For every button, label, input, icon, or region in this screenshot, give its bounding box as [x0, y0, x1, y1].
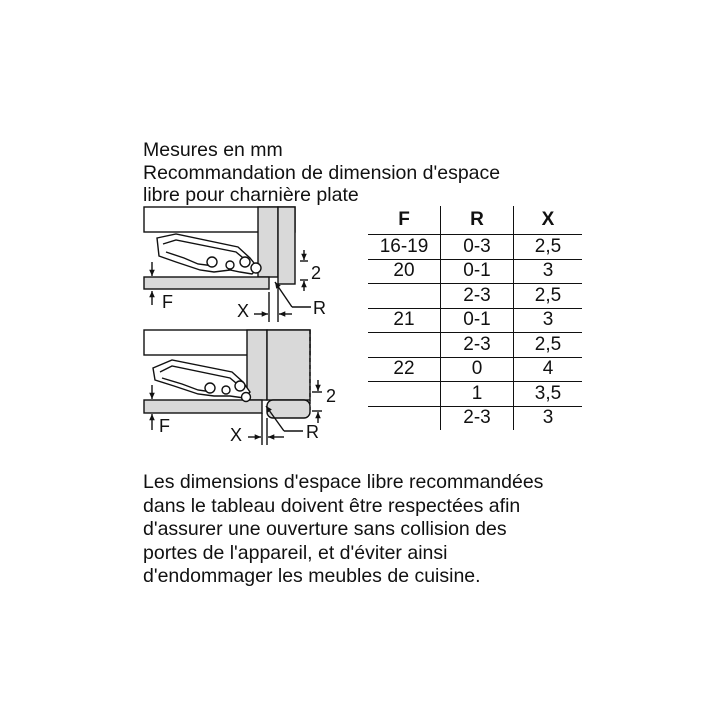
cell-x: 4	[514, 357, 583, 382]
column-header-f: F	[398, 209, 410, 230]
table-row	[368, 235, 582, 260]
cell-r: 0-3	[441, 235, 514, 260]
cell-x: 3	[514, 259, 583, 284]
cell-r: 2-3	[441, 284, 514, 309]
cell-f: 16-19	[368, 235, 441, 260]
table-row	[368, 308, 582, 333]
lower-hinge-icon	[153, 360, 251, 402]
lower-appliance-shelf	[144, 400, 262, 413]
lower-door-panel	[247, 330, 267, 400]
upper-f-label: F	[162, 292, 173, 312]
cell-f	[368, 333, 441, 358]
cell-r: 1	[441, 382, 514, 407]
cell-r: 0-1	[441, 308, 514, 333]
column-header-x: X	[514, 206, 583, 235]
cell-x: 2,5	[514, 333, 583, 358]
cell-f	[368, 382, 441, 407]
footer-line-1: Les dimensions d'espace libre recommandées	[143, 471, 544, 493]
units-note: Mesures en mm	[143, 139, 283, 161]
upper-hinge-icon	[157, 234, 261, 274]
cell-x: 3	[514, 406, 583, 430]
title-line-2: libre pour charnière plate	[143, 184, 359, 206]
table-row	[368, 357, 582, 382]
table-row	[368, 406, 582, 430]
cell-x: 3,5	[514, 382, 583, 407]
cell-f: 22	[368, 357, 441, 382]
lower-r-label: R	[306, 422, 319, 442]
lower-dim-2-label: 2	[326, 386, 337, 406]
table-row	[368, 259, 582, 284]
footer-line-4: portes de l'appareil, et d'éviter ainsi	[143, 541, 448, 564]
table-row	[368, 333, 582, 358]
upper-x-label: X	[237, 301, 250, 321]
column-header-r: R	[441, 206, 514, 235]
cell-f	[368, 284, 441, 309]
upper-appliance-shelf	[144, 277, 269, 289]
footer-line-3: d'assurer une ouverture sans collision des	[143, 518, 507, 540]
lower-f-label: F	[159, 416, 170, 436]
cell-r: 0-1	[441, 259, 514, 284]
title-line-1: Recommandation de dimension d'espace	[143, 161, 501, 184]
upper-r-label: R	[313, 298, 326, 318]
upper-door-front	[278, 207, 295, 284]
footer-line-5: d'endommager les meubles de cuisine.	[143, 565, 481, 587]
cell-r: 2-3	[441, 333, 514, 358]
clearance-table	[368, 206, 582, 430]
cell-r: 0	[441, 357, 514, 382]
cell-f: 21	[368, 308, 441, 333]
cell-x: 2,5	[514, 284, 583, 309]
cell-r: 2-3	[441, 406, 514, 430]
cell-f: 20	[368, 259, 441, 284]
table-header-row	[368, 206, 582, 235]
cell-x: 2,5	[514, 235, 583, 260]
upper-dim-2-label: 2	[311, 263, 322, 283]
table-row	[368, 382, 582, 407]
cell-f	[368, 406, 441, 430]
cell-x: 3	[514, 308, 583, 333]
footer-text	[143, 471, 543, 589]
table-row	[368, 284, 582, 309]
lower-x-label: X	[230, 425, 243, 445]
lower-door-front	[267, 330, 310, 400]
footer-line-2: dans le tableau doivent être respectées afin	[143, 494, 521, 517]
